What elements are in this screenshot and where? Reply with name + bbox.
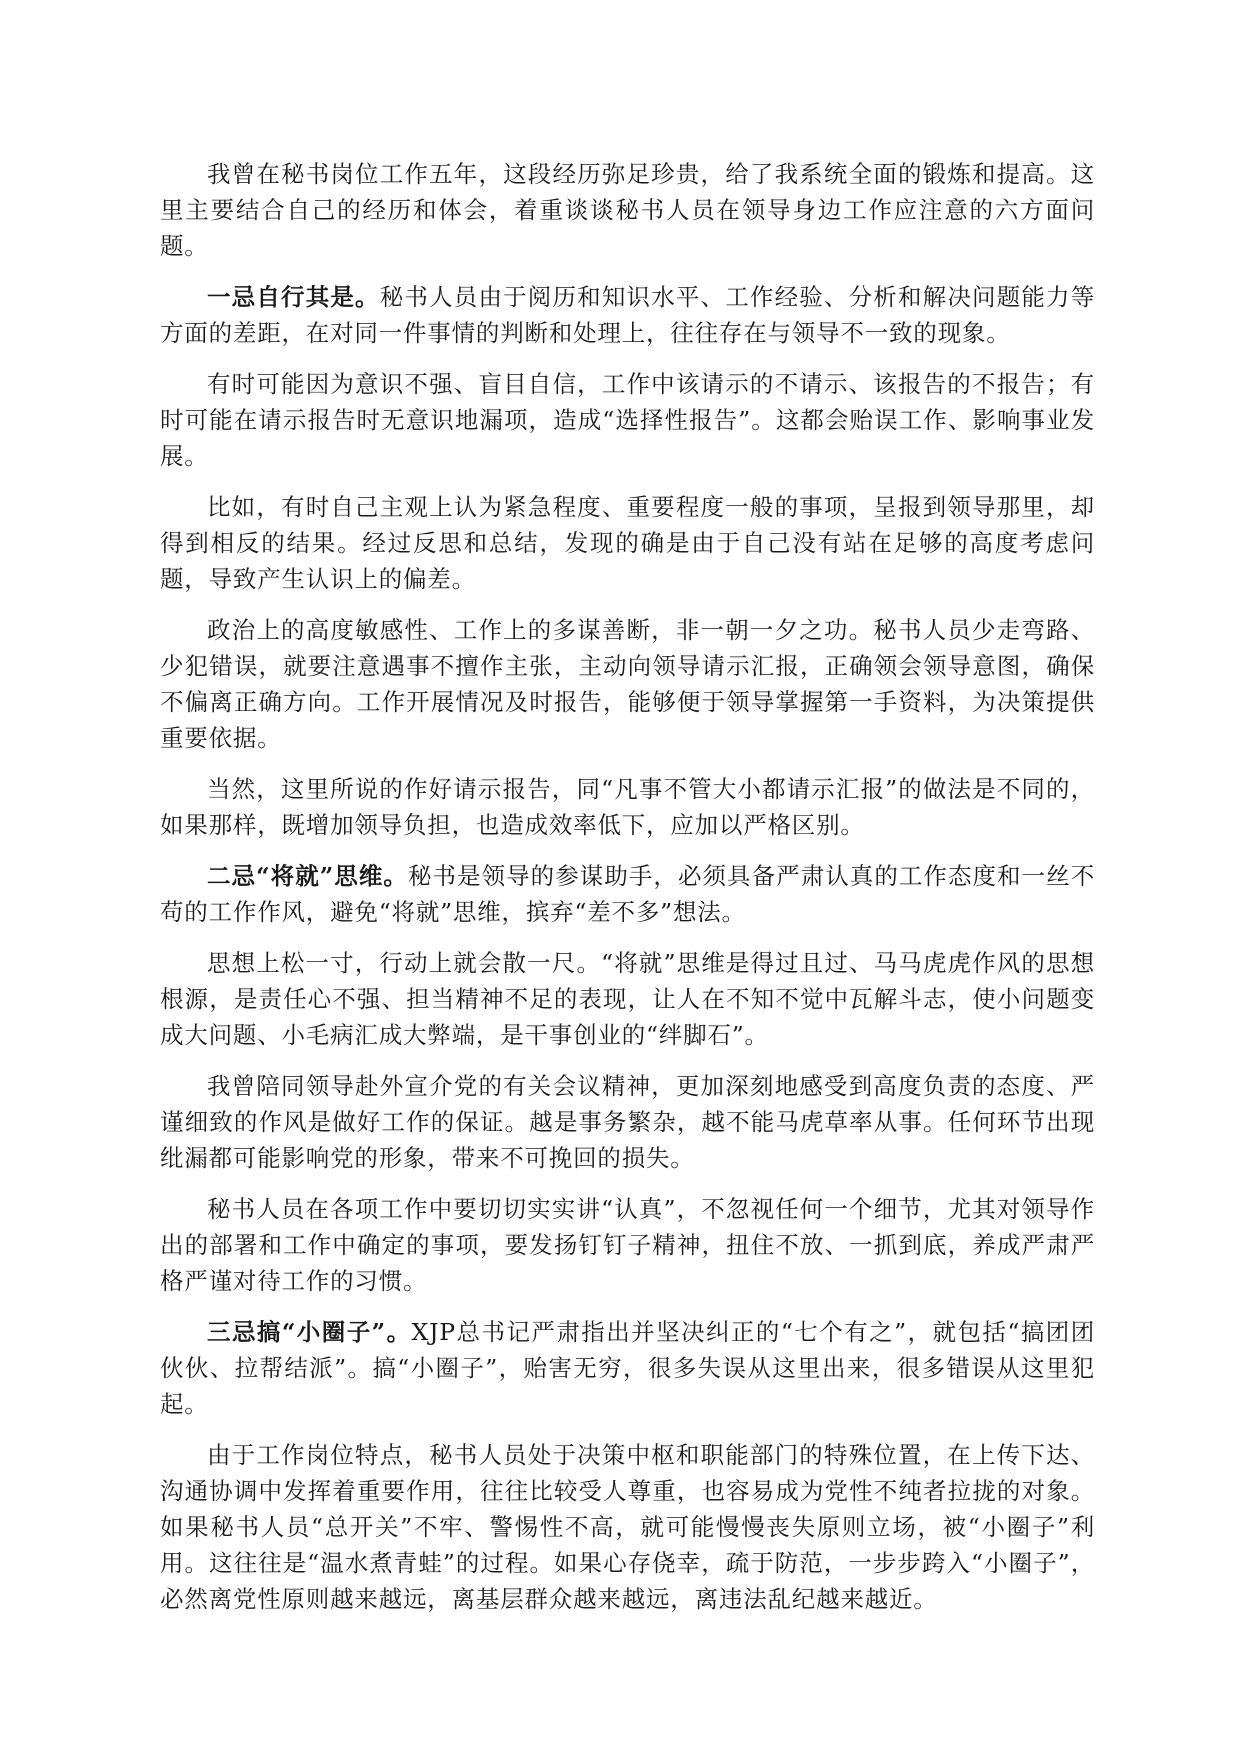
paragraph	[160, 945, 1095, 1053]
paragraph	[160, 1191, 1095, 1299]
paragraph-text: 比如，有时自己主观上认为紧急程度、重要程度一般的事项，呈报到领导那里，却得到相反的结果。经过反思和总结，发现的确是由于自己没有站在足够的高度考虑问题，导致产生认识上的偏差。	[160, 493, 1095, 593]
section-heading: 二忌“将就”思维。	[207, 862, 408, 890]
paragraph-section-2	[160, 858, 1095, 930]
paragraph-text: 思想上松一寸，行动上就会散一尺。“将就”思维是得过且过、马马虎虎作风的思想根源，是责任心不强、担当精神不足的表现，让人在不知不觉中瓦解斗志，使小问题变成大问题、小毛病汇成大弊端，是干事创业的“绊脚石”。	[160, 949, 1095, 1049]
paragraph-text: 政治上的高度敏感性、工作上的多谋善断，非一朝一夕之功。秘书人员少走弯路、少犯错误，就要注意遇事不擅作主张，主动向领导请示汇报，正确领会领导意图，确保不偏离正确方向。工作开展情况及时报告，能够便于领导掌握第一手资料，为决策提供重要依据。	[160, 616, 1095, 752]
paragraph-section-1	[160, 279, 1095, 351]
paragraph	[160, 366, 1095, 474]
section-heading: 一忌自行其是。	[207, 283, 380, 311]
paragraph-text: 当然，这里所说的作好请示报告，同“凡事不管大小都请示汇报”的做法是不同的，如果那样，既增加领导负担，也造成效率低下，应加以严格区别。	[160, 775, 1095, 839]
paragraph-text: 我曾在秘书岗位工作五年，这段经历弥足珍贵，给了我系统全面的锻炼和提高。这里主要结合自己的经历和体会，着重谈谈秘书人员在领导身边工作应注意的六方面问题。	[160, 160, 1095, 260]
paragraph	[160, 771, 1095, 843]
paragraph	[160, 1437, 1095, 1617]
paragraph	[160, 612, 1095, 756]
document-page	[160, 156, 1095, 1632]
paragraph-section-3	[160, 1314, 1095, 1422]
paragraph-text: 由于工作岗位特点，秘书人员处于决策中枢和职能部门的特殊位置，在上传下达、沟通协调中发挥着重要作用，往往比较受人尊重，也容易成为党性不纯者拉拢的对象。如果秘书人员“总开关”不牢、警惕性不高，就可能慢慢丧失原则立场，被“小圈子”利用。这往往是“温水煮青蛙”的过程。如果心存侥幸，疏于防范，一步步跨入“小圈子”，必然离党性原则越来越远，离基层群众越来越远，离违法乱纪越来越近。	[160, 1441, 1095, 1613]
paragraph-text: 秘书人员在各项工作中要切切实实讲“认真”，不忽视任何一个细节，尤其对领导作出的部署和工作中确定的事项，要发扬钉钉子精神，扭住不放、一抓到底，养成严肃严格严谨对待工作的习惯。	[160, 1195, 1095, 1295]
section-heading: 三忌搞“小圈子”。	[207, 1318, 412, 1346]
paragraph-text: 我曾陪同领导赴外宣介党的有关会议精神，更加深刻地感受到高度负责的态度、严谨细致的作风是做好工作的保证。越是事务繁杂，越不能马虎草率从事。任何环节出现纰漏都可能影响党的形象，带来不可挽回的损失。	[160, 1072, 1095, 1172]
paragraph	[160, 489, 1095, 597]
paragraph-text: 秘书人员由于阅历和知识水平、工作经验、分析和解决问题能力等方面的差距，在对同一件事情的判断和处理上，往往存在与领导不一致的现象。	[160, 283, 1095, 347]
paragraph-text: 有时可能因为意识不强、盲目自信，工作中该请示的不请示、该报告的不报告；有时可能在请示报告时无意识地漏项，造成“选择性报告”。这都会贻误工作、影响事业发展。	[160, 370, 1095, 470]
paragraph-text: 秘书是领导的参谋助手，必须具备严肃认真的工作态度和一丝不苟的工作作风，避免“将就”思维，摈弃“差不多”想法。	[160, 862, 1095, 926]
paragraph-intro	[160, 156, 1095, 264]
paragraph	[160, 1068, 1095, 1176]
paragraph-text: XJP总书记严肃指出并坚决纠正的“七个有之”，就包括“搞团团伙伙、拉帮结派”。搞“小圈子”，贻害无穷，很多失误从这里出来，很多错误从这里犯起。	[160, 1318, 1095, 1418]
